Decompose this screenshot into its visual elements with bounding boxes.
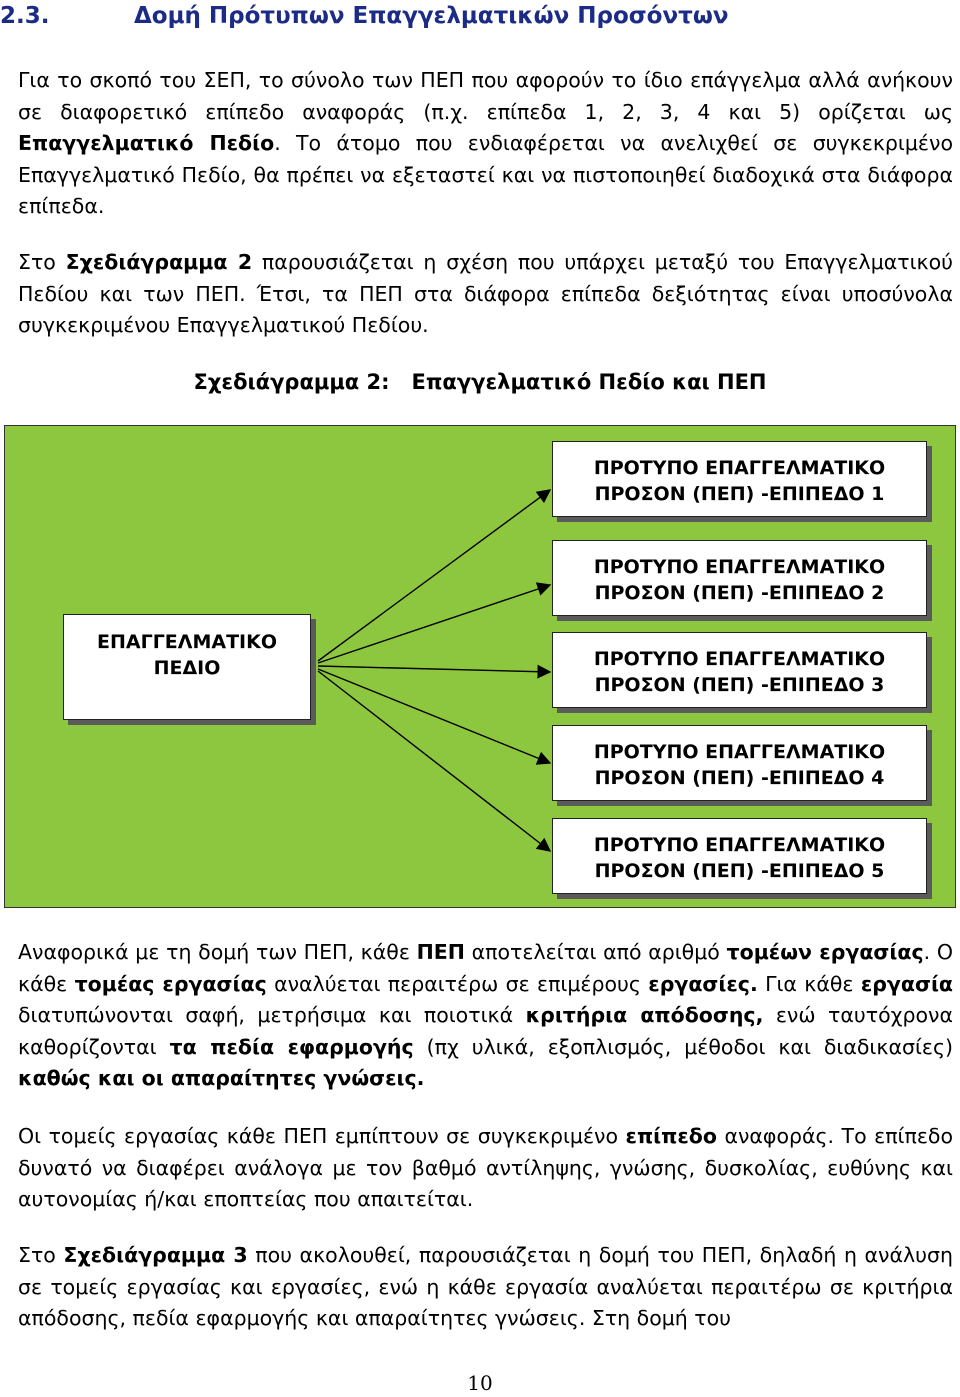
paragraph-2 bbox=[18, 247, 953, 342]
text: διατυπώνονται σαφή, μετρήσιμα και ποιοτικά bbox=[18, 1003, 526, 1027]
bold-text: εργασίες. bbox=[648, 971, 758, 996]
arrow-level-1 bbox=[318, 490, 550, 661]
bold-text: τομέας εργασίας bbox=[74, 971, 267, 996]
bold-text: καθώς και οι απαραίτητες γνώσεις. bbox=[18, 1066, 425, 1090]
level-line-2: ΠΡΟΣΟΝ (ΠΕΠ) -ΕΠΙΠΕΔΟ 4 bbox=[594, 767, 885, 789]
level-box-1 bbox=[552, 441, 927, 517]
text: αποτελείται από αριθμό bbox=[464, 940, 727, 964]
field-line-1: ΕΠΑΓΓΕΛΜΑΤΙΚΟ bbox=[97, 631, 277, 653]
level-line-2: ΠΡΟΣΟΝ (ΠΕΠ) -ΕΠΙΠΕΔΟ 5 bbox=[594, 860, 885, 882]
text: Οι τομείς εργασίας κάθε ΠΕΠ εμπίπτουν σε συγκεκριμένο bbox=[18, 1124, 626, 1148]
text: Για κάθε bbox=[757, 971, 861, 996]
text: . Το άτομο που ενδιαφέρεται να ανελιχθεί σε συγκεκριμένο Επαγγελματικό Πεδίο, θα πρέπει να εξεταστεί και να πιστοποιηθεί διαδοχικά στα διάφορα επίπεδα. bbox=[18, 131, 953, 218]
level-line-1: ΠΡΟΤΥΠΟ ΕΠΑΓΓΕΛΜΑΤΙΚΟ bbox=[593, 648, 886, 670]
paragraph-1 bbox=[18, 65, 953, 223]
text: αναφοράς. Το επίπεδο δυνατό να διαφέρει ανάλογα με τον βαθμό αντίληψης, γνώσης, δυσκολίας, ευθύνης και αυτονομίας ή/και εποπτείας που απαιτείται. bbox=[18, 1124, 953, 1211]
professional-field-box bbox=[63, 614, 311, 720]
text: Στο bbox=[18, 1243, 64, 1267]
paragraph-3 bbox=[18, 937, 953, 1095]
arrow-level-4 bbox=[318, 669, 550, 763]
level-line-2: ΠΡΟΣΟΝ (ΠΕΠ) -ΕΠΙΠΕΔΟ 1 bbox=[594, 483, 885, 505]
level-line-1: ΠΡΟΤΥΠΟ ΕΠΑΓΓΕΛΜΑΤΙΚΟ bbox=[593, 457, 886, 479]
arrow-level-5 bbox=[318, 671, 550, 851]
text: που ακολουθεί, παρουσιάζεται η δομή του ΠΕΠ, δηλαδή η ανάλυση σε τομείς εργασίας και εργασίες, ενώ η κάθε εργασία αναλύεται περαιτέρω σε κριτήρια απόδοσης, πεδία εφαρμογής και απαραίτητες γνώσεις. Στη δομή του bbox=[18, 1243, 953, 1330]
field-line-2: ΠΕΔΙΟ bbox=[153, 657, 221, 679]
text: Στο bbox=[18, 250, 66, 274]
text: Αναφορικά με τη δομή των ΠΕΠ, κάθε bbox=[18, 940, 417, 964]
bold-text: τα πεδία εφαρμογής bbox=[169, 1034, 414, 1059]
level-box-3 bbox=[552, 632, 927, 708]
paragraph-4 bbox=[18, 1121, 953, 1216]
bold-text: Σχεδιάγραμμα 3 bbox=[63, 1243, 248, 1267]
level-line-2: ΠΡΟΣΟΝ (ΠΕΠ) -ΕΠΙΠΕΔΟ 3 bbox=[594, 674, 885, 696]
caption-title: Επαγγελματικό Πεδίο και ΠΕΠ bbox=[411, 370, 767, 394]
bold-text: εργασία bbox=[860, 971, 954, 996]
caption-label: Σχεδιάγραμμα 2: bbox=[193, 370, 390, 394]
text: (πχ υλικά, εξοπλισμός, μέθοδοι και διαδικασίες) bbox=[413, 1034, 953, 1059]
section-heading bbox=[0, 3, 729, 29]
page-number: 10 bbox=[467, 1371, 493, 1395]
text: αναλύεται περαιτέρω σε επιμέρους bbox=[266, 971, 649, 996]
section-number: 2.3. bbox=[0, 3, 50, 29]
diagram-2 bbox=[4, 425, 956, 908]
bold-text: Σχεδιάγραμμα 2 bbox=[65, 250, 253, 274]
bold-text: ΠΕΠ bbox=[416, 940, 465, 964]
bold-text: κριτήρια απόδοσης, bbox=[525, 1003, 764, 1027]
bold-text: τομέων εργασίας bbox=[726, 940, 924, 964]
arrow-level-2 bbox=[318, 585, 550, 663]
level-box-5 bbox=[552, 818, 927, 894]
level-box-4 bbox=[552, 725, 927, 801]
bold-text: επίπεδο bbox=[625, 1124, 717, 1148]
level-line-2: ΠΡΟΣΟΝ (ΠΕΠ) -ΕΠΙΠΕΔΟ 2 bbox=[594, 582, 885, 604]
bold-text: Επαγγελματικό Πεδίο bbox=[18, 131, 275, 155]
text: ενώ ταυτόχρονα καθορίζονται bbox=[18, 1003, 953, 1059]
text: παρουσιάζεται η σχέση που υπάρχει μεταξύ του Επαγγελματικού Πεδίου και των ΠΕΠ. Έτσι, τα ΠΕΠ στα διάφορα επίπεδα δεξιότητας είναι υποσύνολα συγκεκριμένου Επαγγελματικού Πεδίου. bbox=[18, 250, 954, 337]
text: . Ο κάθε bbox=[18, 940, 953, 996]
diagram-caption bbox=[0, 370, 960, 394]
level-line-1: ΠΡΟΤΥΠΟ ΕΠΑΓΓΕΛΜΑΤΙΚΟ bbox=[593, 741, 886, 763]
level-box-2 bbox=[552, 540, 927, 616]
arrow-level-3 bbox=[318, 666, 550, 672]
text: Για το σκοπό του ΣΕΠ, το σύνολο των ΠΕΠ που αφορούν το ίδιο επάγγελμα αλλά ανήκουν σε διαφορετικό επίπεδο αναφοράς (π.χ. επίπεδα 1, 2, 3, 4 και 5) ορίζεται ως bbox=[18, 68, 953, 124]
level-line-1: ΠΡΟΤΥΠΟ ΕΠΑΓΓΕΛΜΑΤΙΚΟ bbox=[593, 556, 886, 578]
paragraph-5 bbox=[18, 1240, 953, 1335]
section-title: Δομή Πρότυπων Επαγγελματικών Προσόντων bbox=[134, 3, 729, 29]
level-line-1: ΠΡΟΤΥΠΟ ΕΠΑΓΓΕΛΜΑΤΙΚΟ bbox=[593, 834, 886, 856]
